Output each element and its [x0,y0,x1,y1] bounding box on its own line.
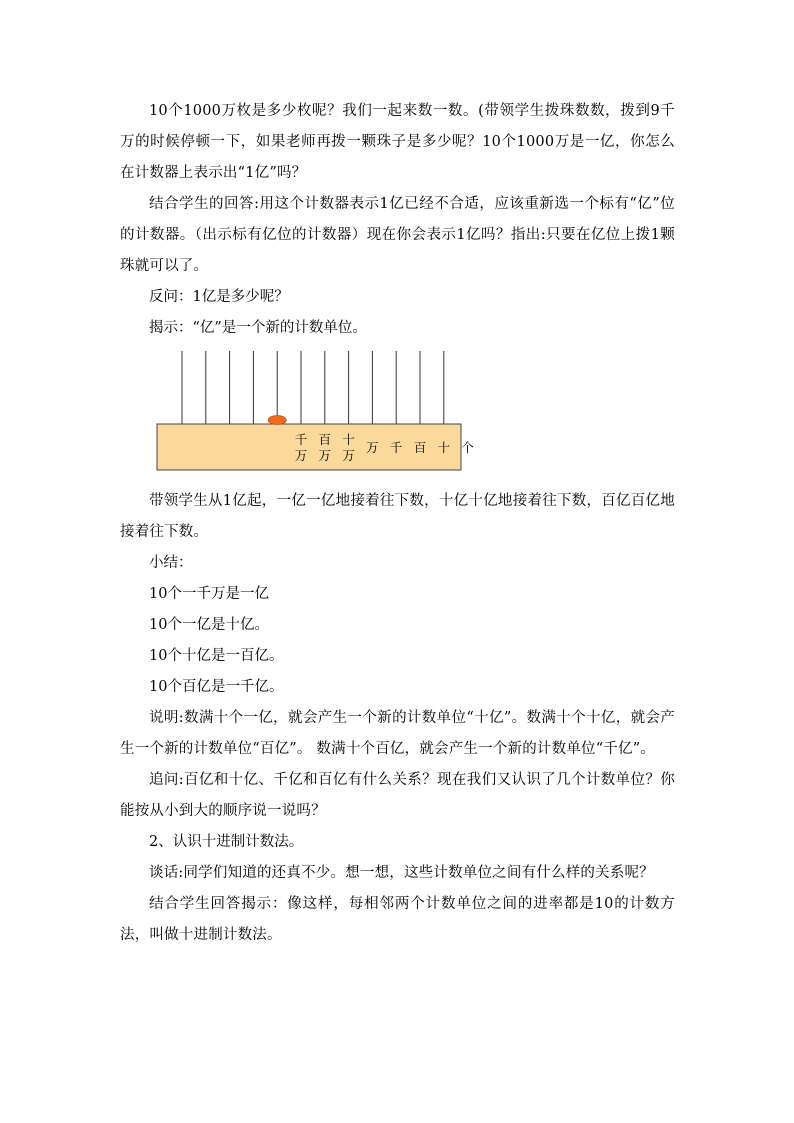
paragraph-student-answer: 结合学生的回答:用这个计数器表示1亿已经不合适，应该重新选一个标有“亿”位的计数器。（出示标有亿位的计数器）现在你会表示1亿吗？指出:只要在亿位上拨1颗珠就可以了。 [120,196,675,274]
paragraph-explanation: 说明:数满十个一亿，就会产生一个新的计数单位“十亿”。数满十个十亿，就会产生一个新的计数单位“百亿”。 数满十个百亿，就会产生一个新的计数单位“千亿”。 [120,710,675,757]
place-value-label [435,440,453,456]
document-page [120,96,675,951]
paragraph-question: 反问：1亿是多少呢？ [149,289,289,305]
paragraph-reveal: 揭示：“亿”是一个新的计数单位。 [149,320,367,336]
place-value-label-top: 个 [461,440,474,455]
paragraph-conclusion: 结合学生回答揭示：像这样，每相邻两个计数单位之间的进率都是10的计数方法，叫做十进制计数法。 [120,896,675,943]
section-heading-decimal-system: 2、认识十进制计数法。 [149,834,304,850]
place-value-label [411,440,429,456]
place-value-label [459,440,477,456]
abacus-bead [268,416,286,425]
summary-item-4: 10个百亿是一千亿。 [149,679,284,695]
place-value-label-top: 千 [294,432,308,447]
abacus-rods [182,351,444,424]
place-value-label [340,432,358,464]
place-value-label [316,432,334,464]
place-value-label-bottom: 万 [342,448,355,463]
paragraph-count-on: 带领学生从1亿起，一亿一亿地接着往下数，十亿十亿地接着往下数，百亿百亿地接着往下数。 [120,493,675,540]
summary-item-3: 10个十亿是一百亿。 [149,648,284,664]
place-value-label-top: 千 [389,440,403,455]
place-value-label-bottom: 万 [294,448,308,463]
paragraph-discussion: 谈话:同学们知道的还真不少。想一想，这些计数单位之间有什么样的关系呢？ [149,865,654,881]
abacus-figure [120,348,675,486]
place-value-label-top: 百 [318,432,332,447]
paragraph-count-ten-thousand: 10个1000万枚是多少枚呢？我们一起来数一数。(带领学生拨珠数数，拨到9千万的时候停顿一下，如果老师再拨一颗珠子是多少呢？10个1000万是一亿，你怎么在计数器上表示出“1亿”吗？ [120,103,675,181]
summary-item-1: 10个一千万是一亿 [149,586,269,602]
place-value-label-top: 万 [366,440,379,455]
paragraph-follow-up: 追问:百亿和十亿、千亿和百亿有什么关系？现在我们又认识了几个计数单位？你能按从小到大的顺序说一说吗？ [120,772,675,819]
abacus-drawing [120,348,675,486]
abacus-beads [268,416,286,425]
place-value-label-top: 百 [413,440,427,455]
summary-heading: 小结： [149,555,193,571]
place-value-label-bottom: 万 [318,448,332,463]
place-value-label [292,432,310,464]
place-value-label-top: 十 [437,440,451,455]
place-value-label-top: 十 [342,432,355,447]
place-value-label [387,440,405,456]
summary-item-2: 10个一亿是十亿。 [149,617,269,633]
place-value-label [363,440,381,456]
